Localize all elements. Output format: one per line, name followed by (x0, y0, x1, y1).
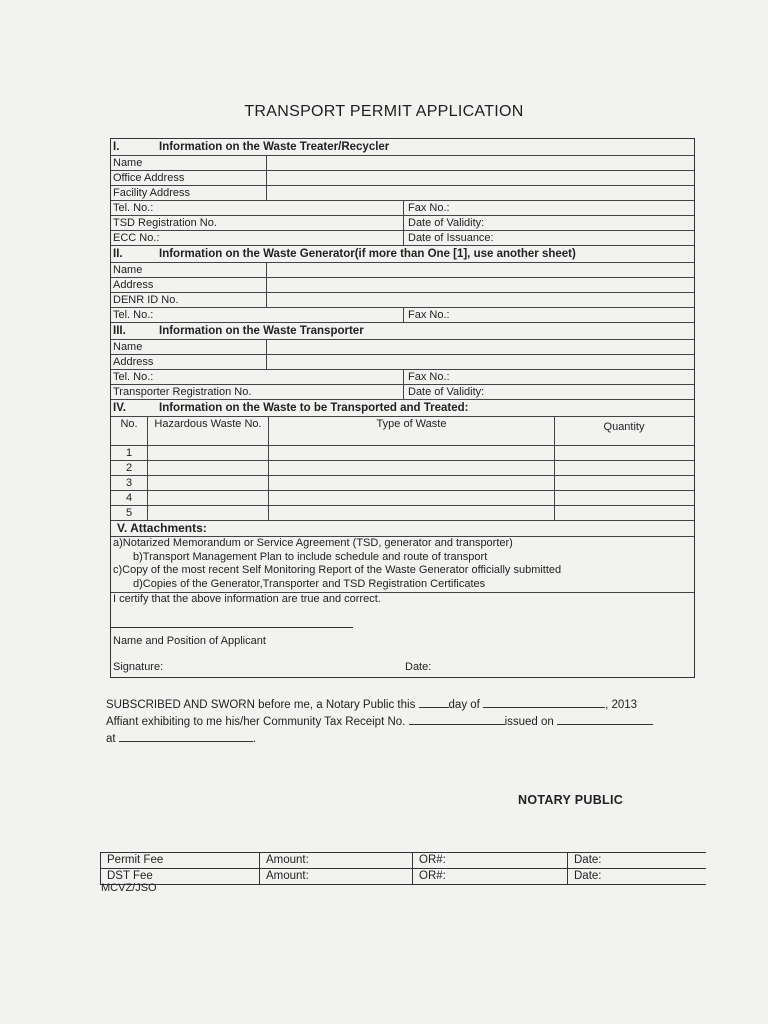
generator-tel-fax-row (111, 308, 694, 323)
section-4-heading (111, 400, 694, 417)
treater-facility-address-row (111, 186, 694, 201)
section-4-title: Information on the Waste to be Transported and Treated: (159, 402, 469, 414)
quantity-cell[interactable] (555, 506, 693, 520)
table-row (111, 491, 694, 506)
fee-label: DST Fee (101, 869, 260, 884)
fee-amount[interactable]: Amount: (260, 853, 413, 868)
hazardous-cell[interactable] (148, 506, 269, 520)
table-row (111, 506, 694, 520)
document-code: MCVZ/JSO (101, 882, 157, 894)
quantity-cell[interactable] (555, 461, 693, 475)
treater-facility-address-label: Facility Address (111, 186, 267, 200)
type-cell[interactable] (269, 461, 555, 475)
generator-name-label: Name (111, 263, 267, 277)
document-title: TRANSPORT PERMIT APPLICATION (244, 103, 524, 120)
transporter-name-field[interactable] (267, 340, 694, 354)
issued-on-blank[interactable] (557, 713, 653, 725)
ecc-label: ECC No.: (111, 231, 404, 245)
quantity-cell[interactable] (555, 446, 693, 460)
generator-fax-label: Fax No.: (408, 309, 450, 321)
oath-line-2 (106, 713, 706, 730)
fee-or[interactable]: OR#: (413, 853, 568, 868)
row-number: 4 (111, 491, 148, 505)
col-type-header: Type of Waste (269, 417, 555, 445)
generator-name-field[interactable] (267, 263, 694, 277)
treater-office-address-field[interactable] (267, 171, 694, 185)
section-2-title: Information on the Waste Generator(if more than One [1], use another sheet) (159, 248, 576, 260)
row-number: 3 (111, 476, 148, 490)
oath-line-3: at . (106, 730, 706, 747)
section-4-number: IV. (113, 402, 127, 414)
table-row (111, 476, 694, 491)
treater-tsd-row (111, 216, 694, 231)
attachment-d: d)Copies of the Generator,Transporter and TSD Registration Certificates (133, 577, 486, 590)
fee-date[interactable]: Date: (574, 854, 602, 866)
fee-or[interactable]: OR#: (413, 869, 568, 884)
treater-facility-address-field[interactable] (267, 186, 694, 200)
date-label: Date: (405, 661, 432, 673)
col-hazardous-header: Hazardous Waste No. (148, 417, 269, 445)
month-blank[interactable] (483, 696, 605, 708)
oath-day-of-text: day of (448, 699, 480, 711)
treater-office-address-label: Office Address (111, 171, 267, 185)
col-no-header: No. (111, 417, 148, 445)
section-3-title: Information on the Waste Transporter (159, 325, 364, 337)
oath-line-1 (106, 696, 706, 713)
tsd-registration-label: TSD Registration No. (111, 216, 404, 230)
section-2-heading (111, 246, 694, 263)
treater-office-address-row (111, 171, 694, 186)
section-3-heading (111, 323, 694, 340)
type-cell[interactable] (269, 506, 555, 520)
generator-address-field[interactable] (267, 278, 694, 292)
transporter-fax-label: Fax No.: (408, 371, 450, 383)
section-3-number: III. (113, 325, 126, 337)
attachments-list (111, 537, 694, 593)
fee-date[interactable]: Date: (574, 870, 602, 882)
table-row (111, 446, 694, 461)
table-row (101, 869, 706, 885)
fees-table (100, 852, 706, 885)
hazardous-cell[interactable] (148, 476, 269, 490)
day-blank[interactable] (419, 696, 449, 708)
treater-tel-label: Tel. No.: (111, 201, 404, 215)
waste-table-header (111, 417, 694, 446)
treater-fax-label: Fax No.: (408, 202, 450, 214)
fee-label: Permit Fee (101, 853, 260, 868)
row-number: 5 (111, 506, 148, 520)
transporter-tel-fax-row (111, 370, 694, 385)
generator-tel-label: Tel. No.: (111, 308, 404, 322)
transporter-address-field[interactable] (267, 355, 694, 369)
generator-address-label: Address (111, 278, 267, 292)
transporter-registration-label: Transporter Registration No. (111, 385, 404, 399)
transporter-validity-label: Date of Validity: (408, 386, 485, 398)
row-number: 2 (111, 461, 148, 475)
attachments-heading: V. Attachments: (111, 521, 694, 537)
transporter-address-label: Address (111, 355, 267, 369)
name-position-line[interactable] (111, 627, 353, 628)
attachment-b: b)Transport Management Plan to include schedule and route of transport (133, 550, 488, 563)
transporter-name-label: Name (111, 340, 267, 354)
hazardous-cell[interactable] (148, 446, 269, 460)
table-row (111, 461, 694, 476)
waste-table (111, 417, 694, 521)
row-number: 1 (111, 446, 148, 460)
oath-issued-on-text: issued on (504, 716, 554, 728)
transporter-registration-row (111, 385, 694, 400)
transporter-address-row (111, 355, 694, 370)
col-quantity-header: Quantity (603, 421, 645, 433)
hazardous-cell[interactable] (148, 461, 269, 475)
oath-year-text: , 2013 (605, 699, 638, 711)
issuance-label: Date of Issuance: (408, 232, 494, 244)
attachment-a: a)Notarized Memorandum or Service Agreement (TSD, generator and transporter) (113, 537, 513, 549)
hazardous-cell[interactable] (148, 491, 269, 505)
name-position-label: Name and Position of Applicant (113, 635, 266, 647)
generator-address-row (111, 278, 694, 293)
denr-id-label: DENR ID No. (111, 293, 267, 307)
table-row (101, 853, 706, 869)
treater-ecc-row (111, 231, 694, 246)
attachment-c: c)Copy of the most recent Self Monitoring Report of the Waste Generator officially submitted (113, 564, 562, 576)
denr-id-field[interactable] (267, 293, 694, 307)
section-2-number: II. (113, 248, 123, 260)
treater-name-field[interactable] (267, 156, 694, 170)
type-cell[interactable] (269, 446, 555, 460)
oath-block (106, 696, 706, 747)
transporter-name-row (111, 340, 694, 355)
certification-statement: I certify that the above information are true and correct. (113, 593, 381, 605)
oath-affiant-text: Affiant exhibiting to me his/her Community Tax Receipt No. (106, 716, 406, 728)
signature-label: Signature: (113, 661, 164, 673)
quantity-cell[interactable] (555, 476, 693, 490)
treater-name-row (111, 156, 694, 171)
transporter-tel-label: Tel. No.: (111, 370, 404, 384)
certification-block (111, 593, 694, 677)
section-1-heading (111, 139, 694, 156)
place-blank[interactable] (119, 730, 253, 742)
quantity-cell[interactable] (555, 491, 693, 505)
fee-amount[interactable]: Amount: (260, 869, 413, 884)
section-1-number: I. (113, 141, 120, 153)
treater-name-label: Name (111, 156, 267, 170)
oath-at-text: at (106, 733, 116, 745)
oath-subscribed-text: SUBSCRIBED AND SWORN before me, a Notary Public this (106, 699, 416, 711)
notary-public-label: NOTARY PUBLIC (518, 793, 624, 807)
treater-validity-label: Date of Validity: (408, 217, 485, 229)
generator-denr-row (111, 293, 694, 308)
treater-tel-fax-row (111, 201, 694, 216)
generator-name-row (111, 263, 694, 278)
section-1-title: Information on the Waste Treater/Recycler (159, 141, 390, 153)
type-cell[interactable] (269, 491, 555, 505)
type-cell[interactable] (269, 476, 555, 490)
ctc-number-blank[interactable] (409, 713, 505, 725)
application-form (110, 138, 695, 678)
